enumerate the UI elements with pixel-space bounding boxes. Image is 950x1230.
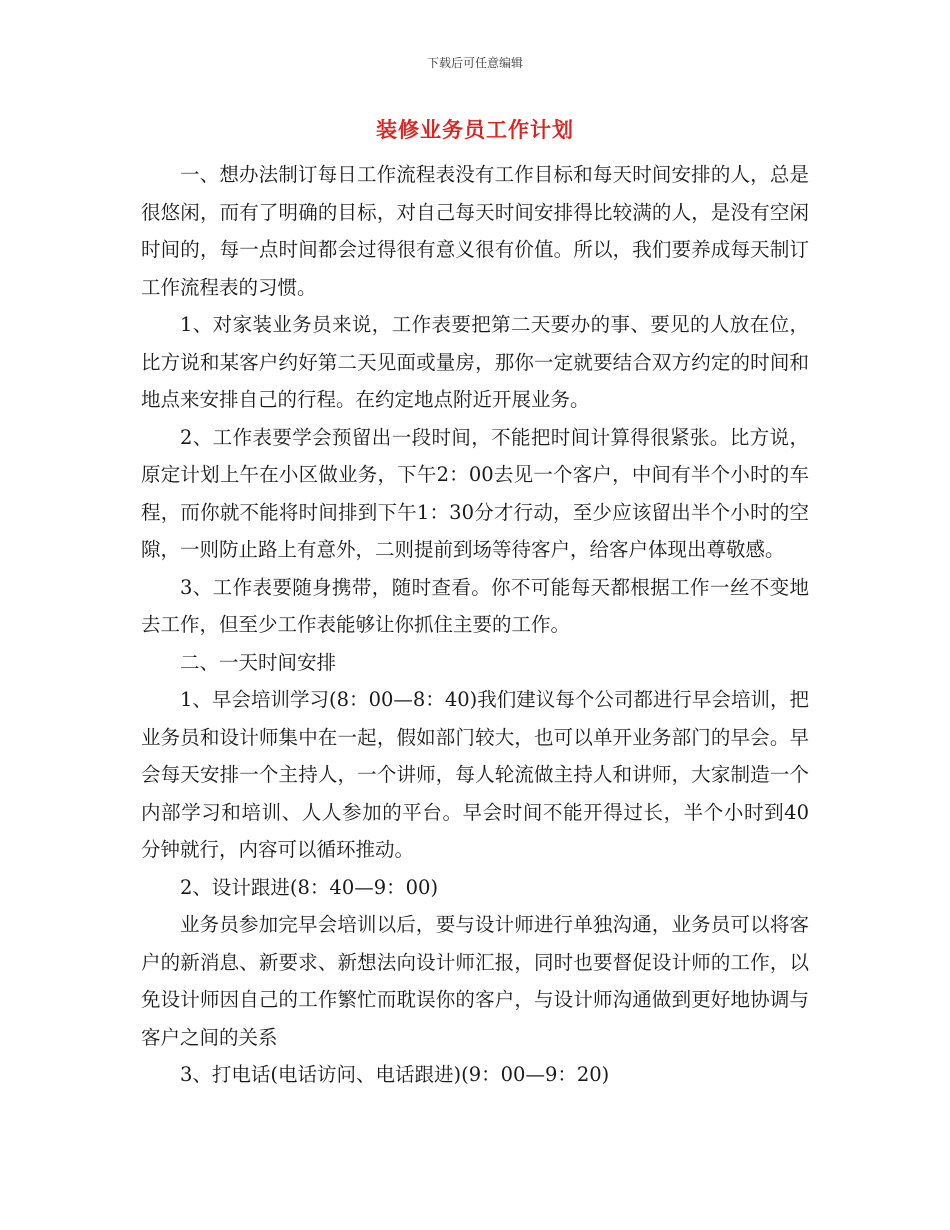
paragraph: 3、工作表要随身携带，随时查看。你不可能每天都根据工作一丝不变地去工作，但至少工作表能够让你抓住主要的工作。: [141, 575, 809, 636]
paragraph: 1、对家装业务员来说，工作表要把第二天要办的事、要见的人放在位，比方说和某客户约好第二天见面或量房，那你一定就要结合双方约定的时间和地点来安排自己的行程。在约定地点附近开展业务。: [141, 313, 809, 411]
document-title: 装修业务员工作计划: [376, 118, 574, 142]
section-heading: 二、一天时间安排: [180, 650, 337, 674]
subheading: 3、打电话(电话访问、电话跟进)(9：00—9：20): [180, 1063, 610, 1086]
paragraph: 一、想办法制订每日工作流程表没有工作目标和每天时间安排的人，总是很悠闲，而有了明确的目标，对自己每天时间安排得比较满的人，是没有空闲时间的，每一点时间都会过得很有意义很有价值。所以，我们要养成每天制订工作流程表的习惯。: [141, 163, 809, 299]
header-note: 下载后可任意编辑: [426, 56, 523, 70]
paragraph: 业务员参加完早会培训以后，要与设计师进行单独沟通，业务员可以将客户的新消息、新要求、新想法向设计师汇报，同时也要督促设计师的工作，以免设计师因自己的工作繁忙而耽误你的客户，与设计师沟通做到更好地协调与客户之间的关系: [141, 913, 809, 1049]
subheading: 2、设计跟进(8：40—9：00): [180, 875, 439, 899]
paragraph: 2、工作表要学会预留出一段时间，不能把时间计算得很紧张。比方说，原定计划上午在小区做业务，下午2：00去见一个客户，中间有半个小时的车程，而你就不能将时间排到下午1：30分才行动，至少应该留出半个小时的空隙，一则防止路上有意外，二则提前到场等待客户，给客户体现出尊敬感。: [141, 425, 809, 561]
document-body: [141, 156, 809, 1094]
paragraph: 1、早会培训学习(8：00—8：40)我们建议每个公司都进行早会培训，把业务员和设计师集中在一起，假如部门较大，也可以单开业务部门的早会。早会每天安排一个主持人，一个讲师，每人轮流做主持人和讲师，大家制造一个内部学习和培训、人人参加的平台。早会时间不能开得过长，半个小时到40分钟就行，内容可以循环推动。: [141, 688, 809, 861]
